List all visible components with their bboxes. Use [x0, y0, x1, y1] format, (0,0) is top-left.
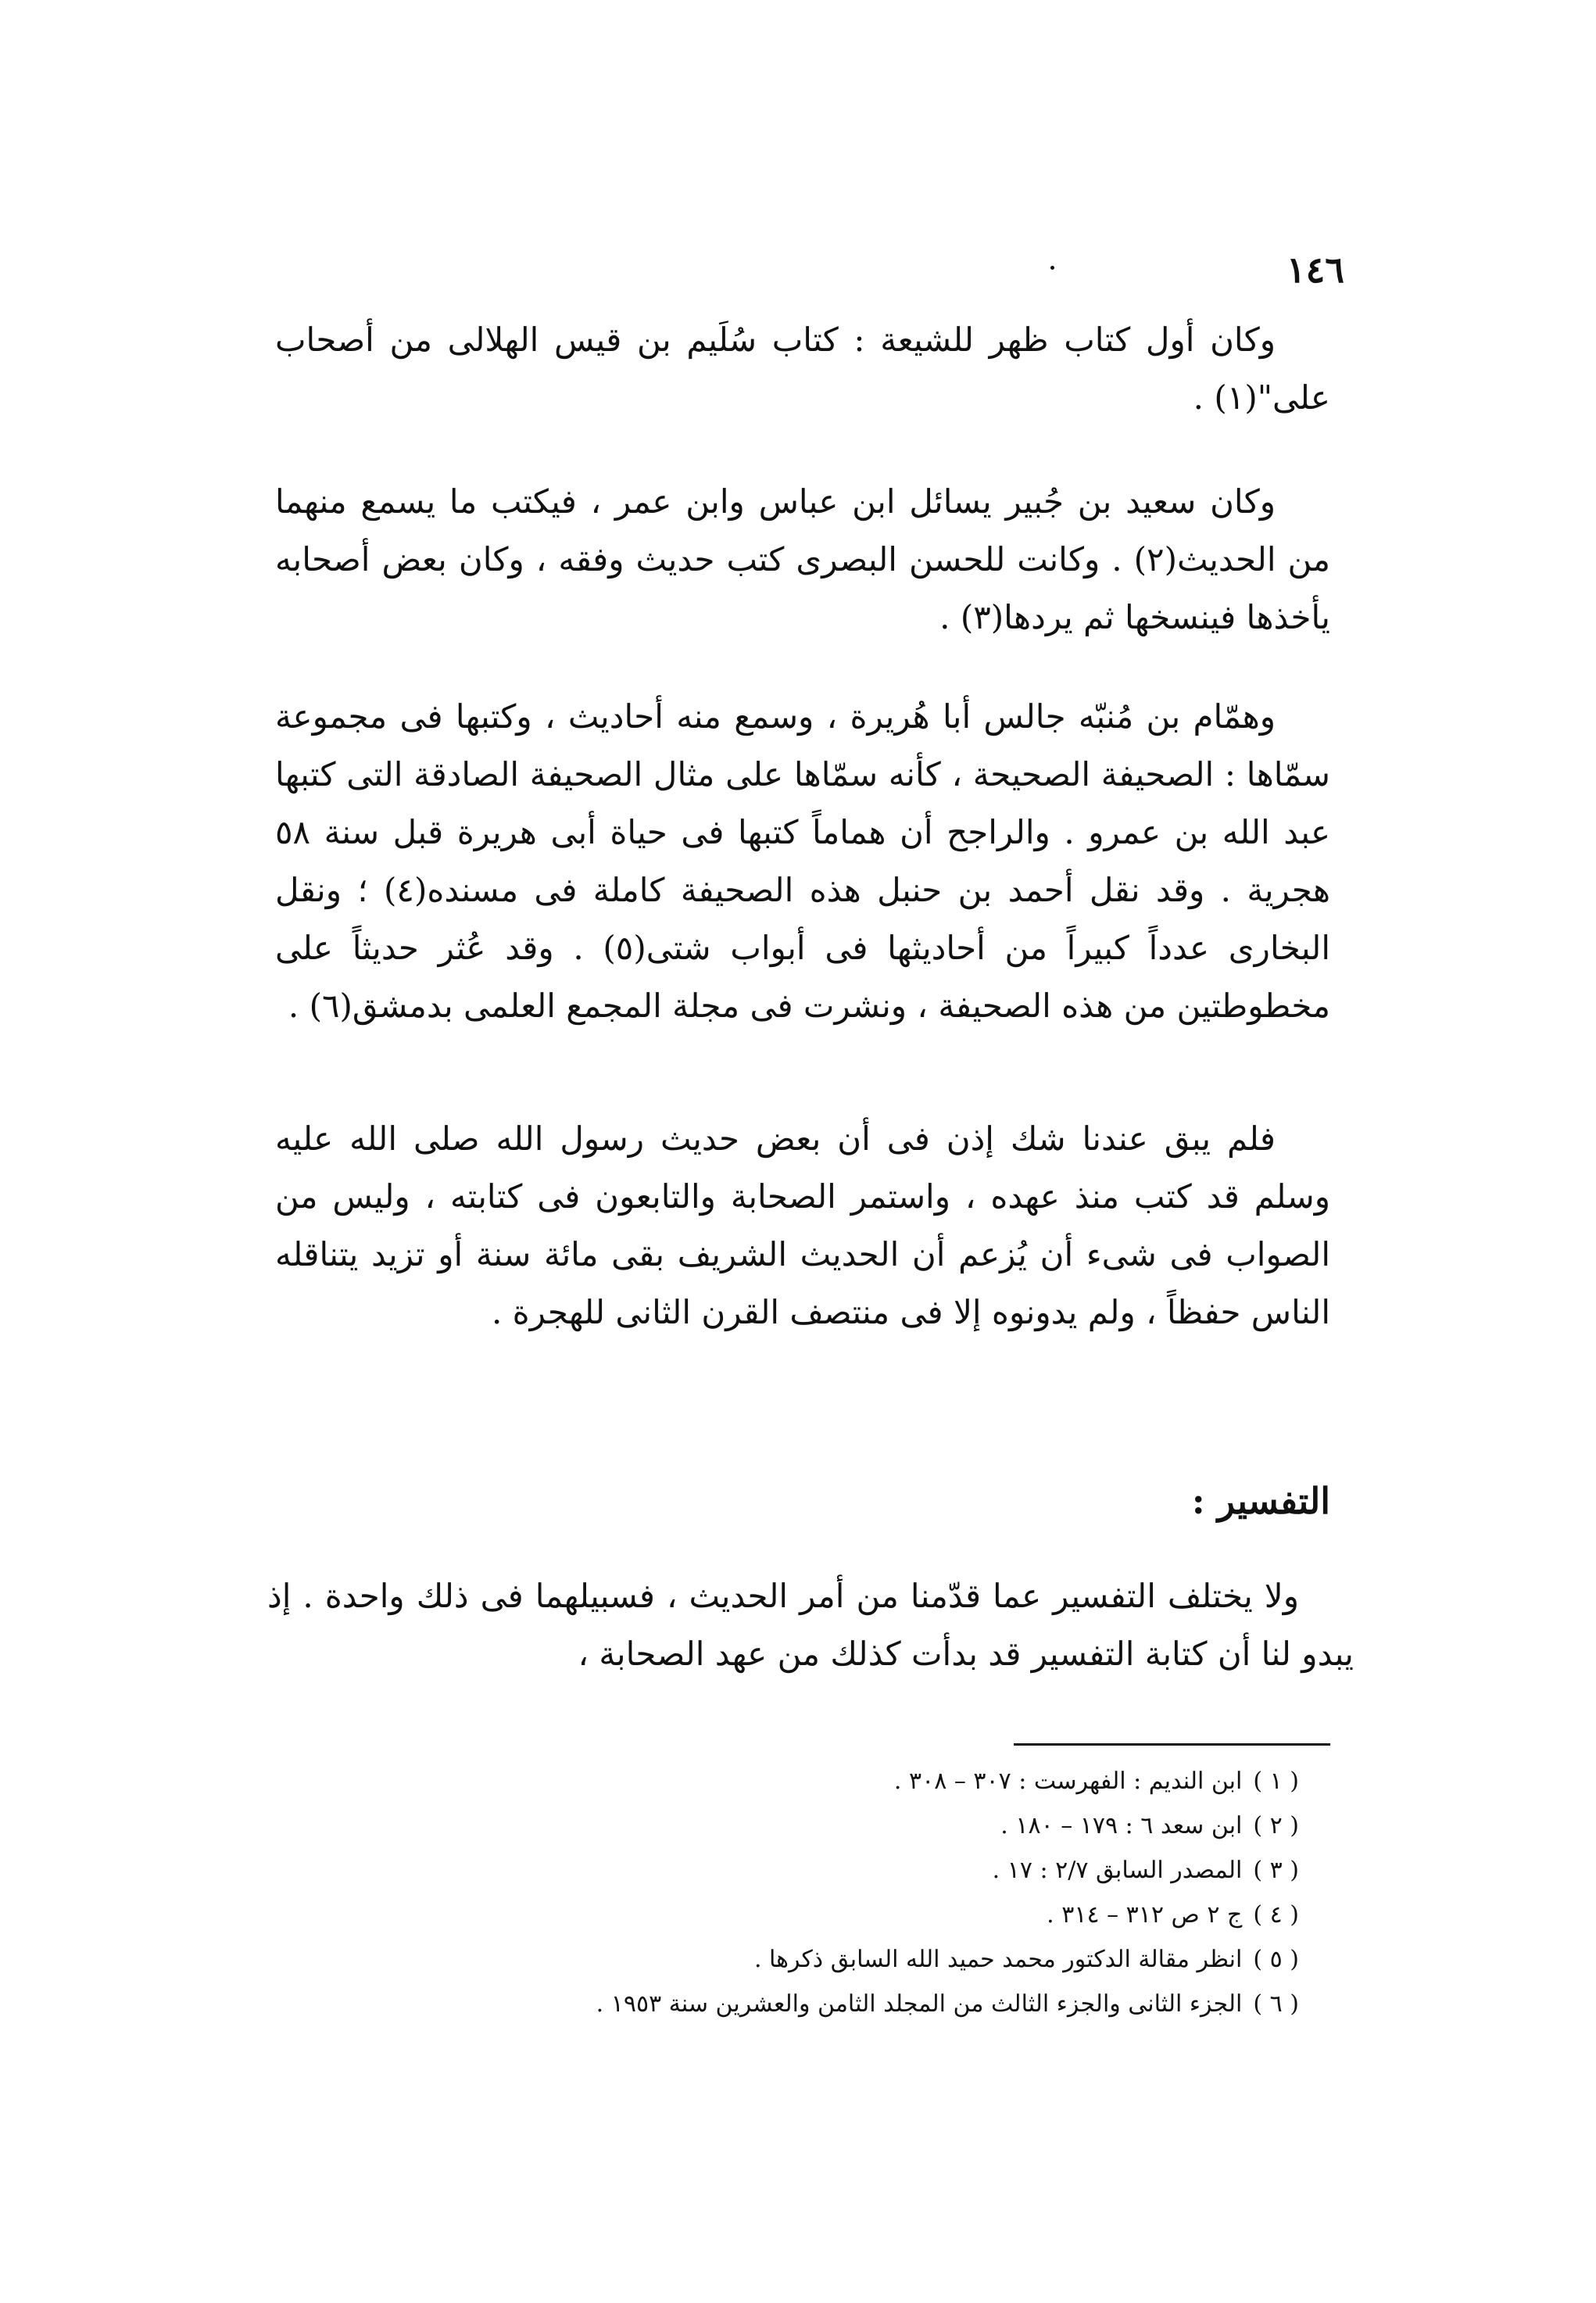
paragraph-tafsir: [267, 1567, 1354, 1683]
paragraph-text: ولا يختلف التفسير عما قدّمنا من أمر الحديث ، فسبيلهما فى ذلك واحدة . إذ يبدو لنا أن كتابة التفسير قد بدأت كذلك من عهد الصحابة ،: [267, 1577, 1354, 1673]
paragraph-text: فلم يبق عندنا شك إذن فى أن بعض حديث رسول الله صلى الله عليه وسلم قد كتب منذ عهده ، واستمر الصحابة والتابعون فى كتابته ، وليس من الصواب فى شىء أن يُزعم أن الحديث الشريف بقى مائة سنة أو تزيد يتناقله الناس حفظاً ، ولم يدونوه إلا فى منتصف القرن الثانى للهجرة .: [275, 1119, 1330, 1331]
footnote-text: ج ٢ ص ٣١٢ – ٣١٤ .: [1047, 1901, 1243, 1929]
footnote-number: ( ٢ ): [1253, 1812, 1299, 1839]
paragraph-text: وكان أول كتاب ظهر للشيعة : كتاب سُلَيم بن قيس الهلالى من أصحاب على"(١) .: [275, 321, 1330, 417]
footnote-number: ( ٤ ): [1253, 1901, 1299, 1929]
footnote-text: ابن النديم : الفهرست : ٣٠٧ – ٣٠٨ .: [893, 1768, 1243, 1795]
footnote-text: ابن سعد ٦ : ١٧٩ – ١٨٠ .: [1000, 1812, 1243, 1839]
footnote-item: [596, 1893, 1299, 1937]
footnote-number: ( ٥ ): [1253, 1946, 1299, 1973]
footnote-text: المصدر السابق ٢/٧ : ١٧ .: [992, 1857, 1243, 1884]
footnote-text: انظر مقالة الدكتور محمد حميد الله السابق ذكرها .: [753, 1946, 1243, 1973]
section-heading-tafsir: التفسير :: [1191, 1480, 1330, 1522]
footnote-number: ( ٣ ): [1253, 1857, 1299, 1884]
footnote-text: الجزء الثانى والجزء الثالث من المجلد الثامن والعشرين سنة ١٩٥٣ .: [596, 1990, 1243, 2018]
paragraph-4: [275, 1110, 1330, 1341]
footnote-item: [596, 1937, 1299, 1982]
footnote-number: ( ١ ): [1253, 1768, 1299, 1795]
footnote-item: [596, 1982, 1299, 2026]
footnote-number: ( ٦ ): [1253, 1990, 1299, 2018]
page-number: ١٤٦: [1286, 249, 1344, 291]
footnote-item: [596, 1803, 1299, 1848]
paragraph-text: وهمّام بن مُنبّه جالس أبا هُريرة ، وسمع منه أحاديث ، وكتبها فى مجموعة سمّاها : الصحيفة الصحيحة ، كأنه سمّاها على مثال الصحيفة الصادقة التى كتبها عبد الله بن عمرو . والراجح أن هماماً كتبها فى حياة أبى هريرة قبل سنة ٥٨ هجرية . وقد نقل أحمد بن حنبل هذه الصحيفة كاملة فى مسنده(٤) ؛ ونقل البخارى عدداً كبيراً من أحاديثها فى أبواب شتى(٥) . وقد عُثر حديثاً على مخطوطتين من هذه الصحيفة ، ونشرت فى مجلة المجمع العلمى بدمشق(٦) .: [275, 697, 1330, 1025]
footnote-divider: [1014, 1743, 1330, 1746]
footnote-item: [596, 1848, 1299, 1893]
ink-dot: [1050, 266, 1054, 270]
footnotes-list: [596, 1759, 1299, 2026]
paragraph-2: [275, 473, 1330, 646]
paragraph-1: [275, 311, 1330, 427]
footnote-item: [596, 1759, 1299, 1803]
paragraph-text: وكان سعيد بن جُبير يسائل ابن عباس وابن عمر ، فيكتب ما يسمع منهما من الحديث(٢) . وكانت للحسن البصرى كتب حديث وفقه ، وكان بعض أصحابه يأخذها فينسخها ثم يردها(٣) .: [275, 482, 1330, 636]
paragraph-3: [275, 688, 1330, 1035]
